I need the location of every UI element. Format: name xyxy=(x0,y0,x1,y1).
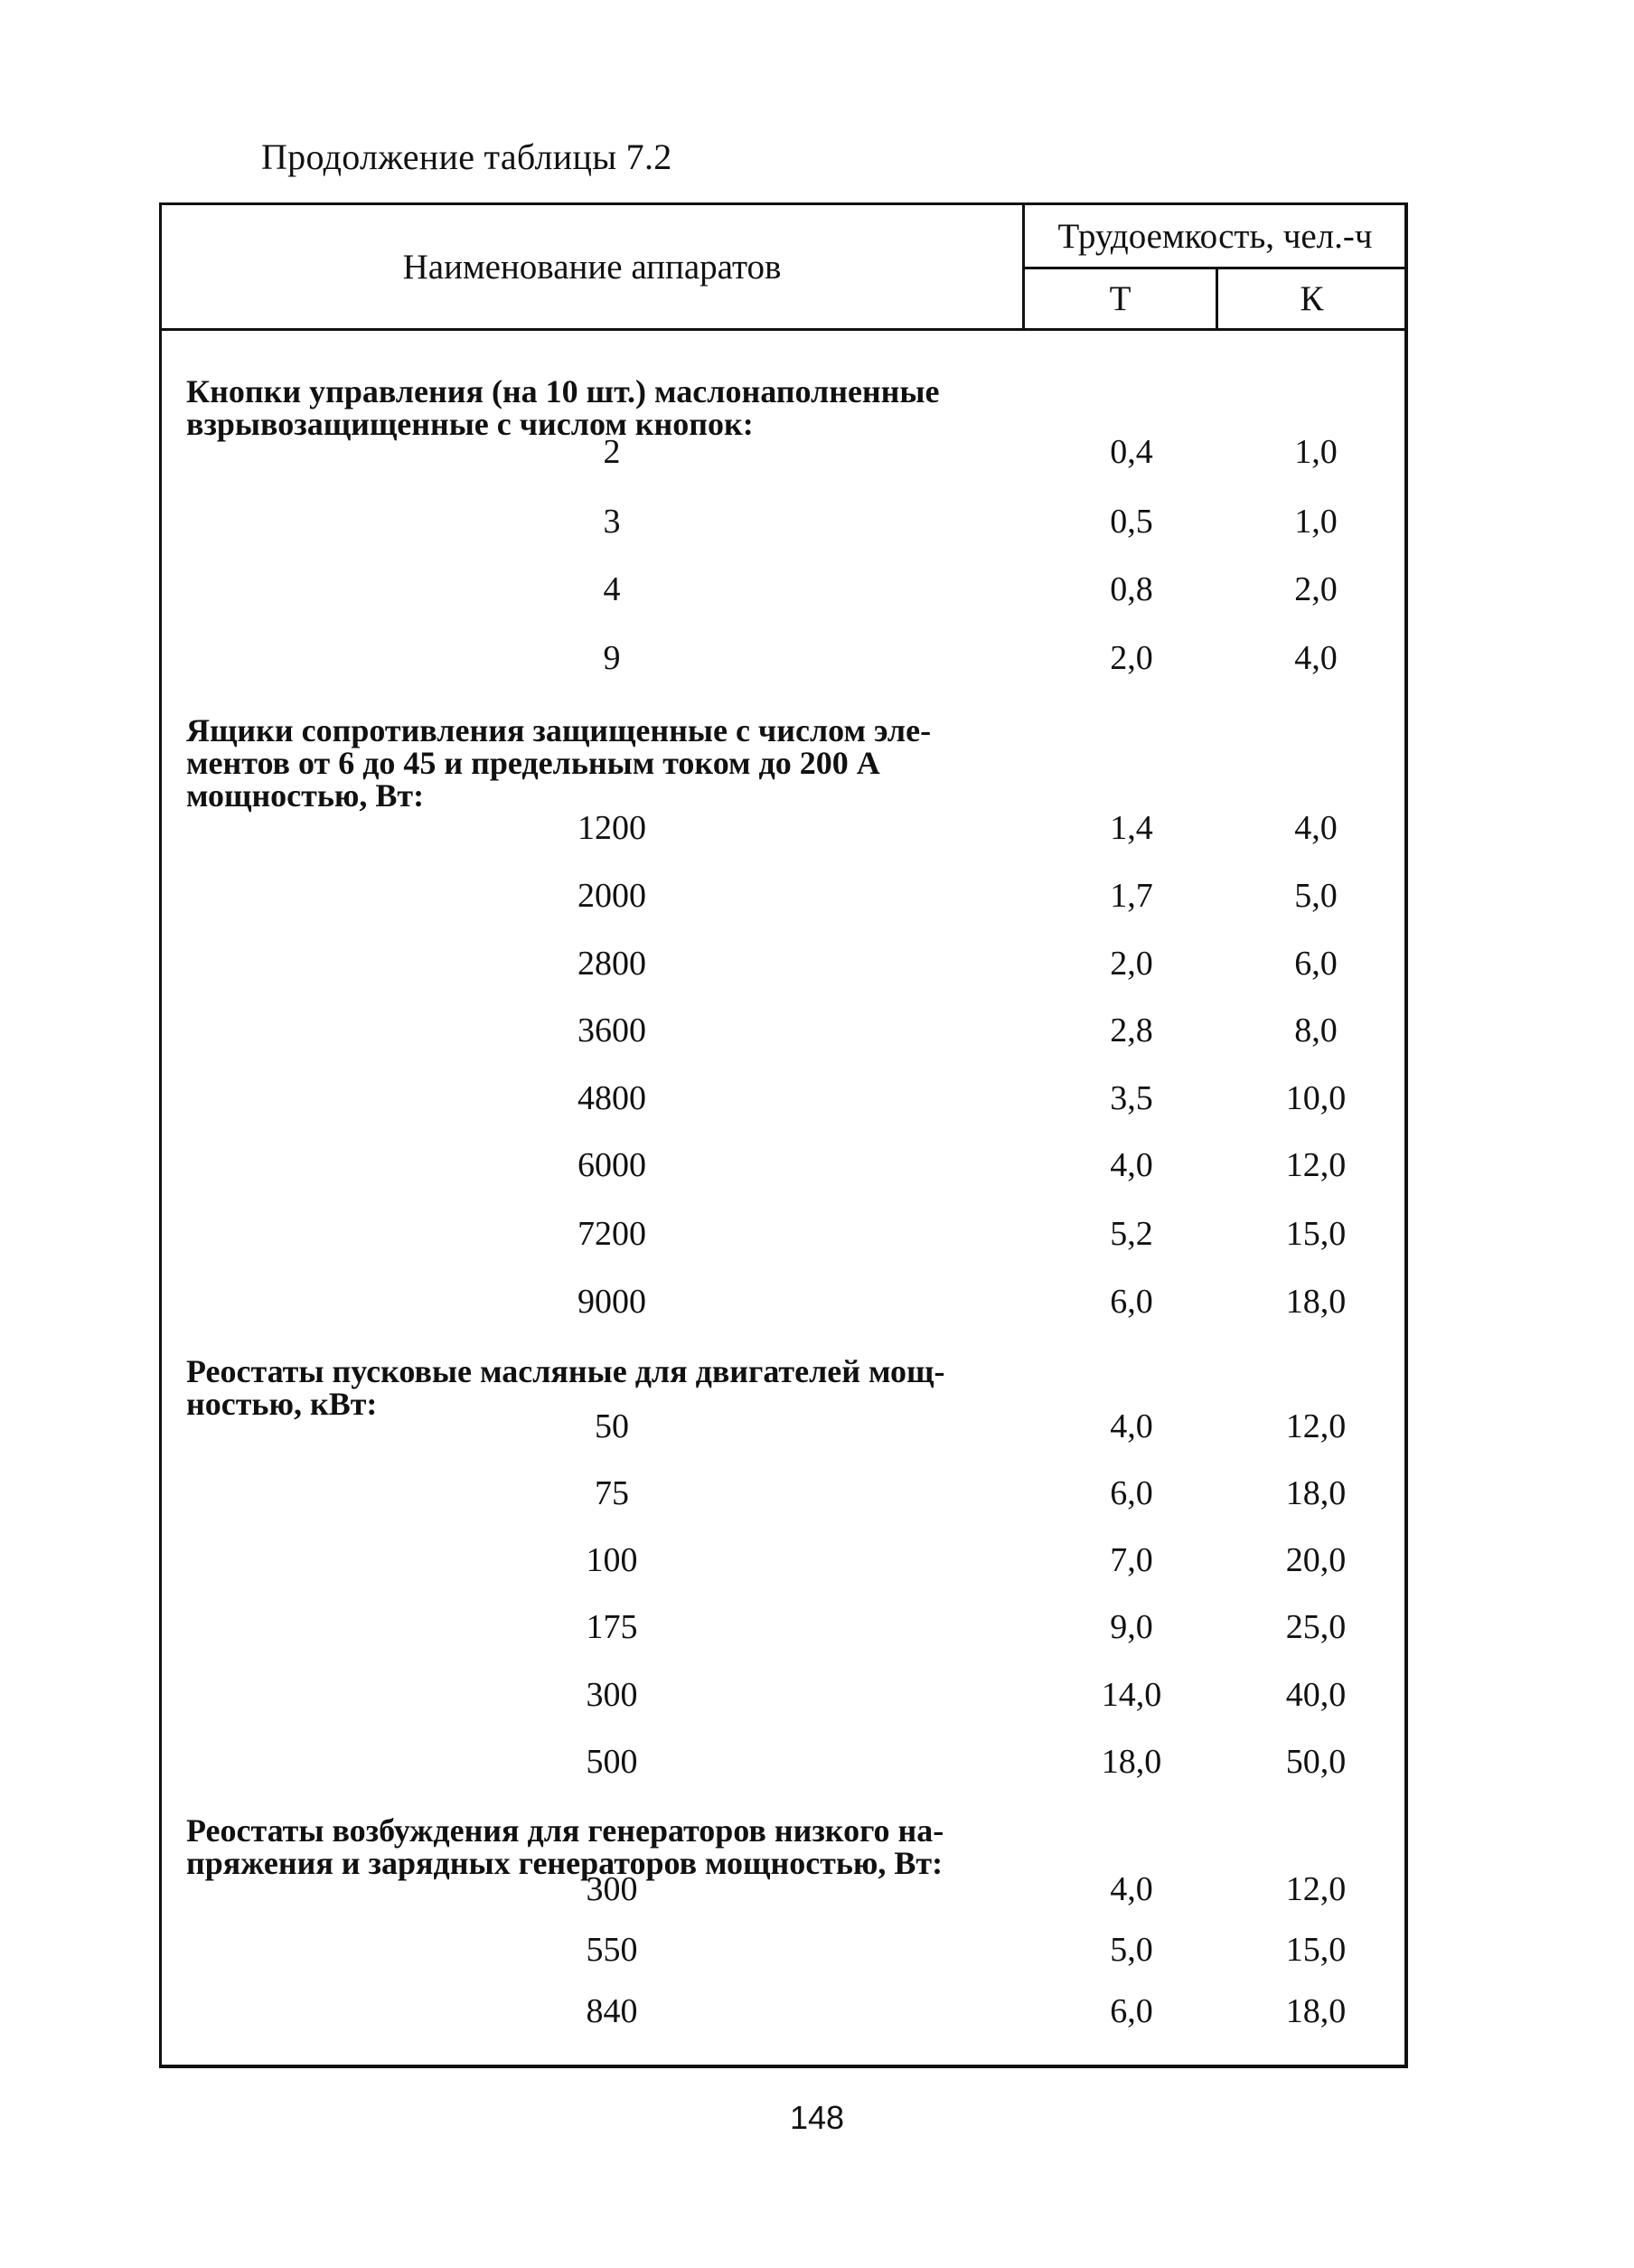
cell-name: 100 xyxy=(586,1541,638,1579)
cell-t: 7,0 xyxy=(1110,1541,1153,1579)
cell-t: 0,5 xyxy=(1110,503,1153,541)
cell-name: 840 xyxy=(586,1992,638,2030)
cell-k: 10,0 xyxy=(1285,1079,1347,1117)
cell-k: 5,0 xyxy=(1294,877,1338,915)
cell-t: 3,5 xyxy=(1110,1079,1153,1117)
cell-k: 1,0 xyxy=(1294,503,1338,541)
cell-t: 9,0 xyxy=(1110,1608,1153,1646)
cell-k: 12,0 xyxy=(1285,1146,1347,1184)
cell-t: 4,0 xyxy=(1110,1870,1153,1908)
cell-k: 8,0 xyxy=(1294,1012,1338,1049)
cell-t: 0,8 xyxy=(1110,570,1153,608)
table-row xyxy=(162,1008,1404,1053)
cell-k: 4,0 xyxy=(1294,809,1338,847)
cell-name: 4800 xyxy=(578,1079,646,1117)
table-row xyxy=(162,1471,1404,1516)
cell-k: 2,0 xyxy=(1294,570,1338,608)
table-row xyxy=(162,1739,1404,1784)
cell-k: 15,0 xyxy=(1285,1931,1347,1969)
page-number: 148 xyxy=(789,2099,845,2136)
column-header-k: К xyxy=(1300,279,1324,318)
table-row xyxy=(162,635,1404,681)
table-row xyxy=(162,1605,1404,1650)
cell-t: 6,0 xyxy=(1110,1474,1153,1512)
cell-name: 500 xyxy=(586,1743,638,1781)
table-row xyxy=(162,1927,1404,1972)
cell-t: 1,4 xyxy=(1110,809,1153,847)
cell-t: 14,0 xyxy=(1101,1676,1162,1714)
table-row xyxy=(162,1672,1404,1717)
cell-k: 20,0 xyxy=(1285,1541,1347,1579)
cell-name: 300 xyxy=(586,1676,638,1714)
table-row xyxy=(162,429,1404,475)
group-title-line: Реостаты возбуждения для генераторов низкого на- xyxy=(186,1812,944,1849)
cell-name: 75 xyxy=(595,1474,629,1512)
cell-name: 7200 xyxy=(578,1215,646,1253)
cell-name: 4 xyxy=(603,570,621,608)
cell-k: 1,0 xyxy=(1294,433,1338,471)
cell-t: 4,0 xyxy=(1110,1407,1153,1445)
cell-k: 6,0 xyxy=(1294,945,1338,983)
table-row xyxy=(162,1404,1404,1449)
cell-name: 3600 xyxy=(578,1012,646,1049)
group-title-line: пряжения и зарядных генераторов мощностью, Вт: xyxy=(186,1845,944,1881)
cell-k: 15,0 xyxy=(1285,1215,1347,1253)
cell-k: 25,0 xyxy=(1285,1608,1347,1646)
cell-k: 50,0 xyxy=(1285,1743,1347,1781)
cell-name: 2000 xyxy=(578,877,646,915)
cell-name: 3 xyxy=(603,503,621,541)
table-row xyxy=(162,1279,1404,1324)
table-row xyxy=(162,805,1404,851)
table-row xyxy=(162,567,1404,612)
cell-name: 6000 xyxy=(578,1146,646,1184)
group-title-line: Кнопки управления (на 10 шт.) маслонаполненные xyxy=(186,373,940,409)
table-row xyxy=(162,1989,1404,2034)
cell-t: 6,0 xyxy=(1110,1992,1153,2030)
cell-name: 50 xyxy=(595,1407,629,1445)
cell-k: 18,0 xyxy=(1285,1992,1347,2030)
cell-name: 2 xyxy=(603,433,621,471)
cell-name: 1200 xyxy=(578,809,646,847)
group-title xyxy=(186,714,1036,812)
column-header-labor: Трудоемкость, чел.-ч xyxy=(1025,205,1405,269)
table-row xyxy=(162,1867,1404,1912)
cell-k: 40,0 xyxy=(1285,1676,1347,1714)
cell-k: 12,0 xyxy=(1285,1407,1347,1445)
cell-k: 12,0 xyxy=(1285,1870,1347,1908)
cell-name: 550 xyxy=(586,1931,638,1969)
cell-t: 5,2 xyxy=(1110,1215,1153,1253)
table-row xyxy=(162,941,1404,986)
table-header xyxy=(162,205,1404,331)
group-title-line: взрывозащищенные с числом кнопок: xyxy=(186,406,754,442)
cell-k: 4,0 xyxy=(1294,639,1338,677)
cell-k: 18,0 xyxy=(1285,1474,1347,1512)
table-row xyxy=(162,1538,1404,1583)
cell-name: 9 xyxy=(603,639,621,677)
group-title-line: Ящики сопротивления защищенные с числом эле- xyxy=(186,712,932,748)
table-row xyxy=(162,1143,1404,1188)
cell-t: 4,0 xyxy=(1110,1146,1153,1184)
column-header-t: Т xyxy=(1025,269,1218,328)
cell-name: 175 xyxy=(586,1608,638,1646)
column-header-name: Наименование аппаратов xyxy=(162,205,1025,328)
cell-t: 5,0 xyxy=(1110,1931,1153,1969)
group-title-line: мощностью, Вт: xyxy=(186,777,425,814)
cell-t: 2,8 xyxy=(1110,1012,1153,1049)
table-row xyxy=(162,873,1404,918)
cell-name: 9000 xyxy=(578,1283,646,1321)
cell-name: 300 xyxy=(586,1870,638,1908)
cell-t: 2,0 xyxy=(1110,945,1153,983)
group-title-line: ментов от 6 до 45 и предельным током до 200 А xyxy=(186,745,880,781)
cell-t: 2,0 xyxy=(1110,639,1153,677)
cell-t: 18,0 xyxy=(1101,1743,1162,1781)
table-row xyxy=(162,1211,1404,1256)
cell-name: 2800 xyxy=(578,945,646,983)
group-title-line: ностью, кВт: xyxy=(186,1386,378,1422)
table-caption: Продолжение таблицы 7.2 xyxy=(261,136,672,177)
cell-k: 18,0 xyxy=(1285,1283,1347,1321)
cell-t: 1,7 xyxy=(1110,877,1153,915)
cell-t: 6,0 xyxy=(1110,1283,1153,1321)
table-row xyxy=(162,499,1404,544)
data-table xyxy=(159,202,1408,2068)
table-row xyxy=(162,1076,1404,1121)
cell-t: 0,4 xyxy=(1110,433,1153,471)
group-title-line: Реостаты пусковые масляные для двигателей мощ- xyxy=(186,1353,945,1389)
